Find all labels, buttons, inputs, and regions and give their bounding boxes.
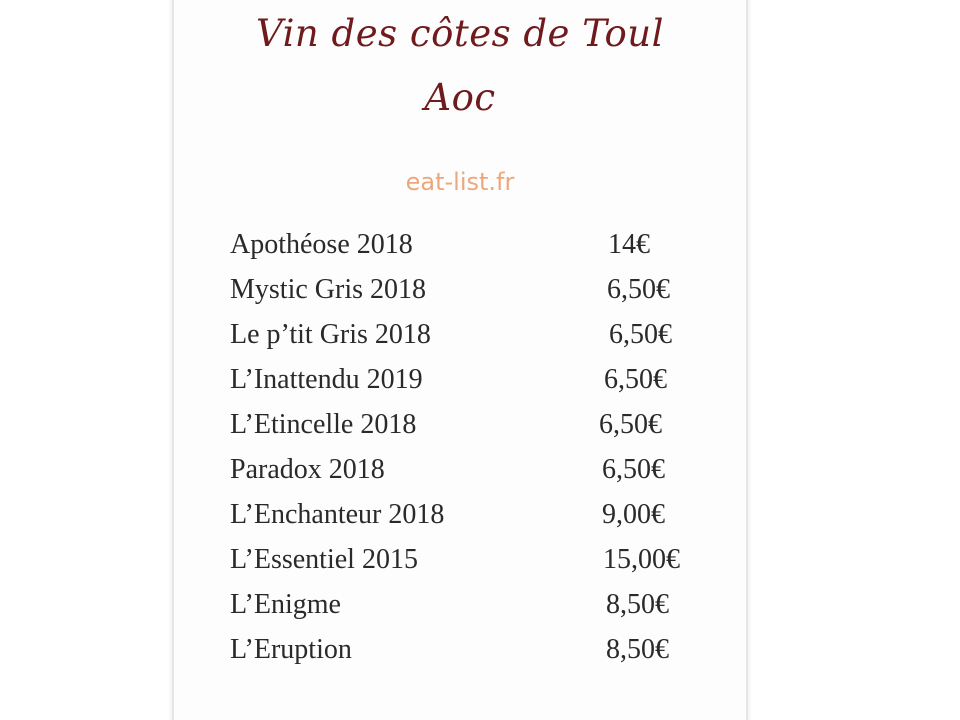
wine-name: L’Enchanteur 2018 — [230, 499, 445, 530]
wine-row — [230, 274, 730, 319]
wine-name: Paradox 2018 — [230, 454, 385, 485]
wine-price: 6,50€ — [607, 274, 670, 305]
wine-list — [230, 229, 730, 679]
wine-price: 6,50€ — [602, 454, 665, 485]
menu-title: Vin des côtes de Toul — [256, 12, 664, 55]
wine-row — [230, 409, 730, 454]
wine-menu-card — [172, 0, 748, 720]
wine-name: L’Essentiel 2015 — [230, 544, 418, 575]
wine-row — [230, 589, 730, 634]
wine-name: L’Inattendu 2019 — [230, 364, 423, 395]
wine-price: 6,50€ — [604, 364, 667, 395]
wine-price: 14€ — [608, 229, 650, 260]
wine-name: L’Enigme — [230, 589, 341, 620]
wine-row — [230, 634, 730, 679]
wine-row — [230, 499, 730, 544]
menu-subtitle: Aoc — [424, 76, 496, 119]
wine-price: 6,50€ — [609, 319, 672, 350]
wine-name: Mystic Gris 2018 — [230, 274, 426, 305]
wine-name: L’Etincelle 2018 — [230, 409, 417, 440]
wine-price: 15,00€ — [603, 544, 680, 575]
wine-name: Apothéose 2018 — [230, 229, 413, 260]
wine-name: L’Eruption — [230, 634, 352, 665]
wine-row — [230, 364, 730, 409]
wine-name: Le p’tit Gris 2018 — [230, 319, 431, 350]
wine-row — [230, 454, 730, 499]
wine-row — [230, 319, 730, 364]
watermark-text: eat-list.fr — [405, 168, 515, 196]
wine-price: 8,50€ — [606, 589, 669, 620]
wine-price: 8,50€ — [606, 634, 669, 665]
wine-price: 6,50€ — [599, 409, 662, 440]
wine-row — [230, 544, 730, 589]
wine-row — [230, 229, 730, 274]
wine-price: 9,00€ — [602, 499, 665, 530]
